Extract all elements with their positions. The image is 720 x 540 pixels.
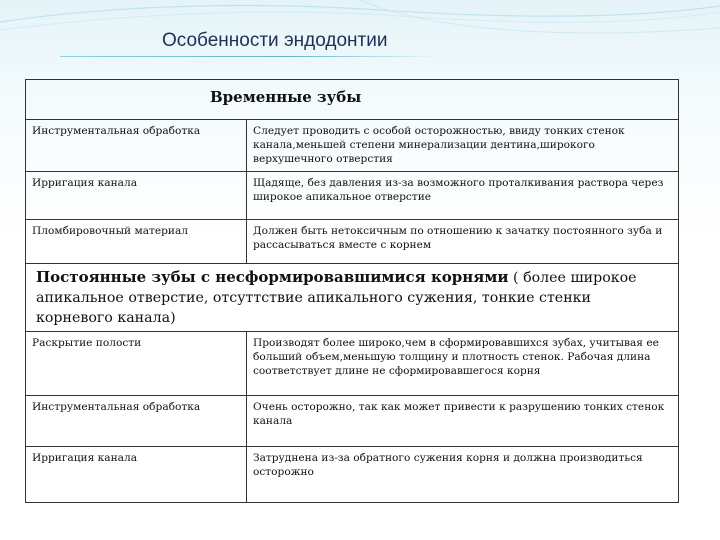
slide-title: Особенности эндодонтии: [162, 30, 388, 51]
permanent-heading-note: ( более широкое апикальное отверстие, отсуттствие апикального сужения, тонкие стенки корневого канала): [36, 270, 637, 326]
table-row: [26, 120, 679, 172]
row-label: Инструментальная обработка: [26, 120, 247, 172]
row-description: Следует проводить с особой осторожностью, ввиду тонких стенок канала,меньшей степени минерализации дентина,широкого верхушечного отверстия: [247, 120, 679, 172]
row-label: Раскрытие полости: [26, 332, 247, 396]
row-description: Должен быть нетоксичным по отношению к зачатку постоянного зуба и рассасываться вместе с корнем: [247, 220, 679, 264]
endodontics-table: [25, 79, 679, 503]
temporary-teeth-heading: Временные зубы: [26, 80, 679, 120]
table-row: [26, 172, 679, 220]
table-row: [26, 332, 679, 396]
table-row: [26, 396, 679, 447]
row-description: Очень осторожно, так как может привести к разрушению тонких стенок канала: [247, 396, 679, 447]
row-description: Производят более широко,чем в сформировавшихся зубах, учитывая ее больший объем,меньшую толщину и плотность стенок. Рабочая длина соответствует длине не сформировавшегося корня: [247, 332, 679, 396]
row-label: Инструментальная обработка: [26, 396, 247, 447]
permanent-heading-bold: Постоянные зубы с несформировавшимися корнями: [36, 268, 509, 286]
row-description: Затруднена из-за обратного сужения корня и должна производиться осторожно: [247, 447, 679, 503]
permanent-teeth-heading: [26, 264, 679, 332]
table-row: [26, 447, 679, 503]
row-label: Пломбировочный материал: [26, 220, 247, 264]
row-label: Ирригация канала: [26, 172, 247, 220]
title-divider: [60, 56, 440, 57]
row-description: Щадяще, без давления из-за возможного проталкивания раствора через широкое апикальное отверстие: [247, 172, 679, 220]
row-label: Ирригация канала: [26, 447, 247, 503]
table-row: [26, 220, 679, 264]
